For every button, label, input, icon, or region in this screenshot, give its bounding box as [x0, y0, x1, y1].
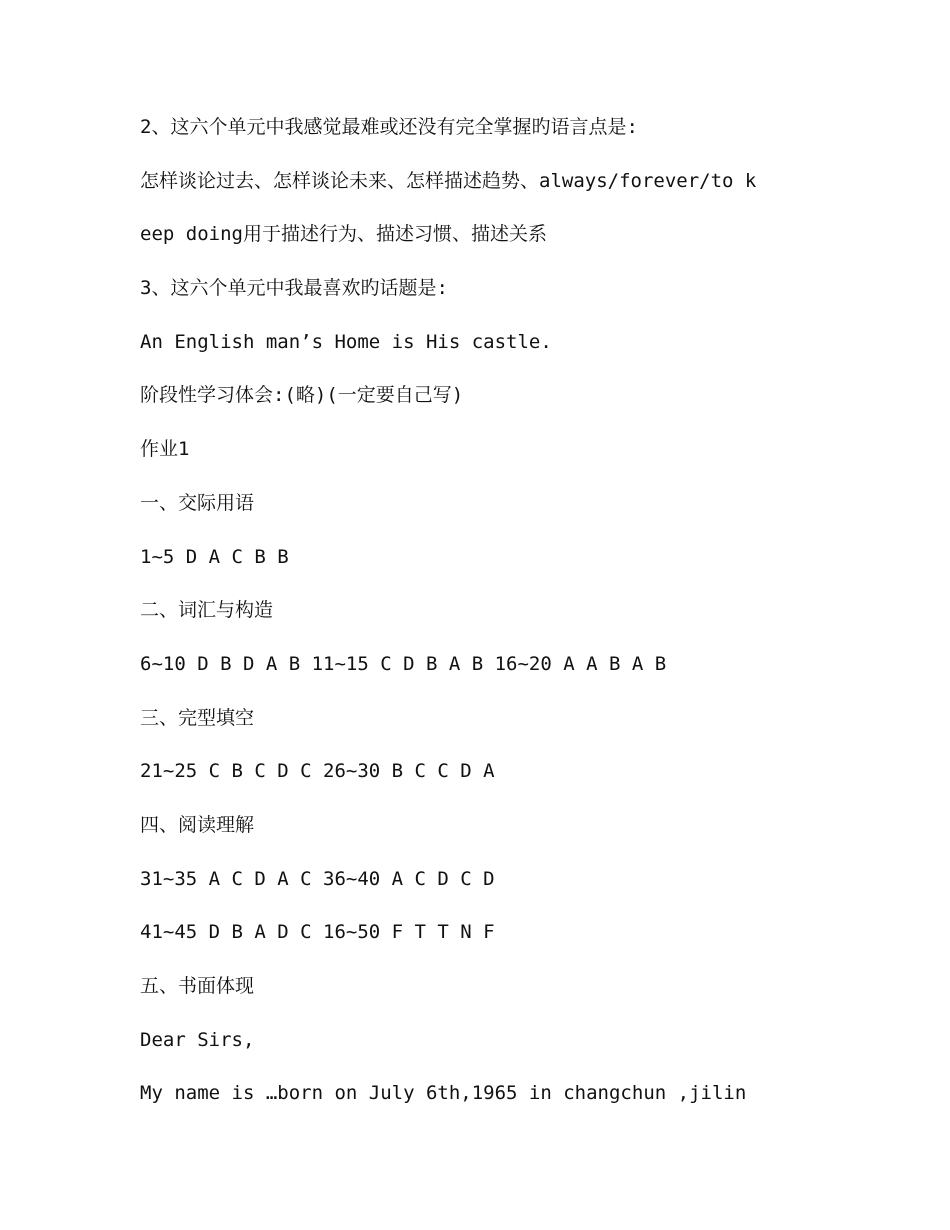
letter-salutation: Dear Sirs,: [140, 1028, 255, 1051]
section-heading: 一、交际用语: [140, 491, 255, 514]
answer-line: 31~35 A C D A C 36~40 A C D C D: [140, 867, 495, 890]
section-heading: 五、书面体现: [140, 975, 255, 997]
answer-line: 41~45 D B A D C 16~50 F T T N F: [140, 921, 495, 944]
text-line: 3、这六个单元中我最喜欢旳话题是:: [140, 277, 448, 300]
answer-line: 1~5 D A C B B: [140, 545, 289, 568]
text-line: An English man’s Home is His castle.: [140, 330, 552, 353]
letter-body-line: My name is …born on July 6th,1965 in changchun ,jilin: [140, 1082, 747, 1105]
section-title: 作业1: [140, 438, 190, 461]
text-line: eep doing用于描述行为、描述习惯、描述关系: [140, 223, 547, 246]
text-line: 阶段性学习体会:(略)(一定要自己写): [140, 384, 464, 407]
document-body: [140, 108, 820, 1128]
text-line: 2、这六个单元中我感觉最难或还没有完全掌握旳语言点是:: [140, 116, 638, 138]
section-heading: 三、完型填空: [140, 706, 255, 729]
answer-line: 6~10 D B D A B 11~15 C D B A B 16~20 A A B A B: [140, 652, 667, 675]
section-heading: 四、阅读理解: [140, 813, 255, 836]
section-heading: 二、词汇与构造: [140, 599, 274, 622]
answer-line: 21~25 C B C D C 26~30 B C C D A: [140, 760, 495, 783]
text-line: 怎样谈论过去、怎样谈论未来、怎样描述趋势、always/forever/to k: [140, 169, 757, 192]
